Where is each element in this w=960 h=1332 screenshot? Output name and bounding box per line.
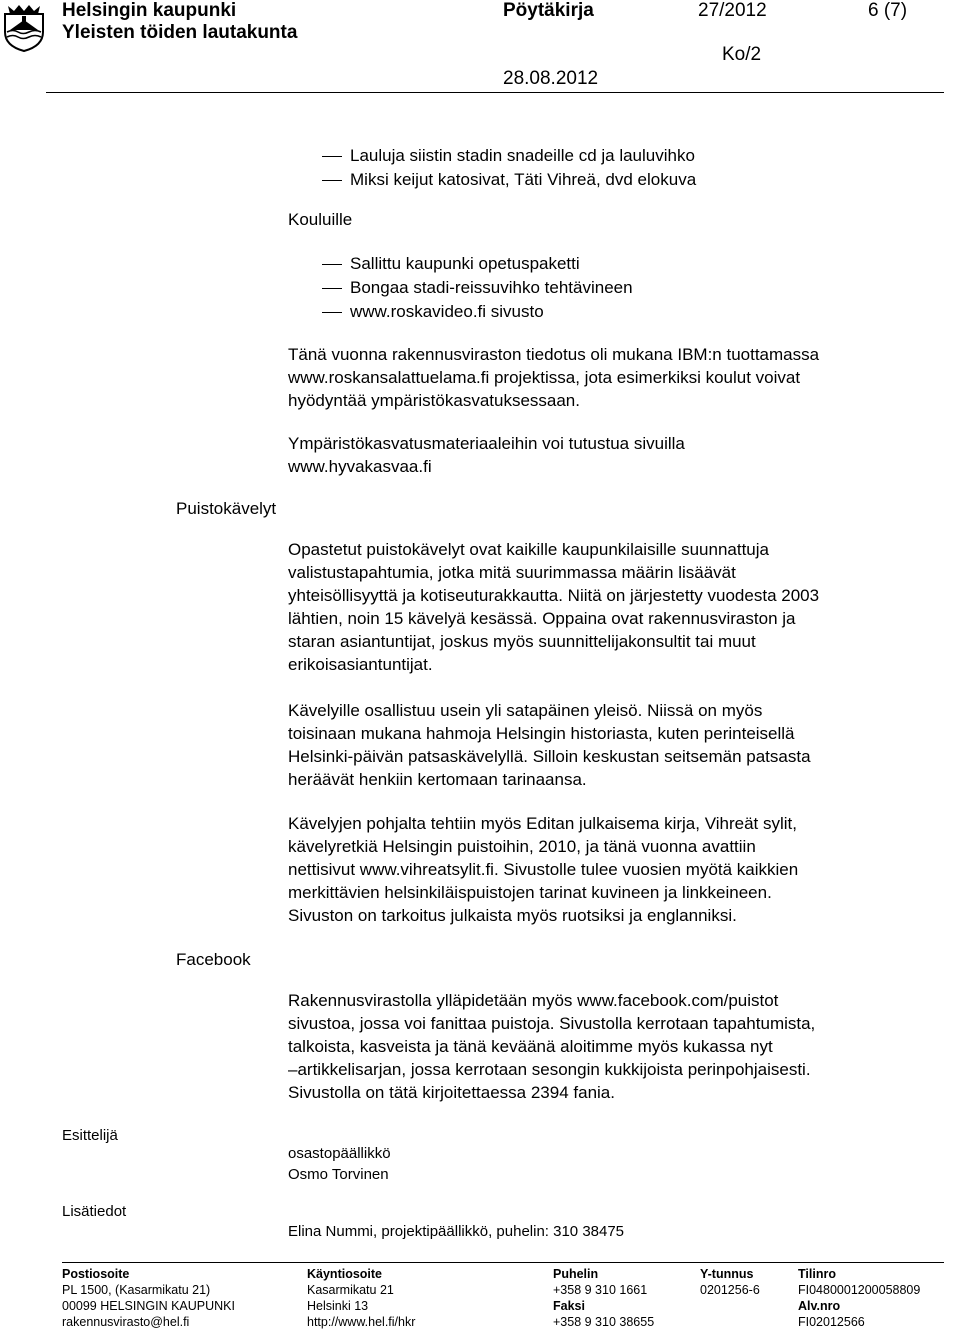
page-number: 6 (7) xyxy=(868,0,908,21)
paragraph-line: staran asiantuntijat, joskus myös suunnittelijakonsultit tai muut xyxy=(288,632,756,651)
footer-line: 0201256-6 xyxy=(700,1283,760,1297)
helsinki-coat-of-arms-logo xyxy=(2,2,46,52)
facebook-paragraph xyxy=(288,989,948,1104)
paragraph-line: Rakennusvirastolla ylläpidetään myös www.facebook.com/puistot xyxy=(288,991,779,1010)
bullet-dash xyxy=(322,264,342,265)
paragraph-line: lähtien, noin 15 kävelyä kesässä. Oppaina ovat rakennusviraston ja xyxy=(288,609,796,628)
more-info-label: Lisätiedot xyxy=(62,1203,127,1220)
list-item: www.roskavideo.fi sivusto xyxy=(350,302,544,321)
paragraph-line: talkoista, kasveista ja tänä keväänä aloitimme myös kukassa nyt xyxy=(288,1037,773,1056)
footer-line: FI02012566 xyxy=(798,1315,865,1329)
paragraph-line: toisinaan mukana hahmoja Helsingin historiasta, kuten perinteisellä xyxy=(288,724,795,743)
footer-line: rakennusvirasto@hel.fi xyxy=(62,1315,190,1329)
footer-line: +358 9 310 38655 xyxy=(553,1315,655,1329)
walks-label: Puistokävelyt xyxy=(176,499,277,518)
footer-line: FI0480001200058809 xyxy=(798,1283,921,1297)
document-number: 27/2012 xyxy=(698,0,767,21)
paragraph-line: Kävelyille osallistuu usein yli satapäinen yleisö. Niissä on myös xyxy=(288,701,763,720)
department-name: Yleisten töiden lautakunta xyxy=(62,22,298,43)
paragraph-line: valistustapahtumia, jotka mitä suurimmassa määrin lisäävät xyxy=(288,563,736,582)
bullet-dash xyxy=(322,312,342,313)
paragraph-line: merkittävien helsinkiläispuistojen tarinat kuvineen ja linkkeineen. xyxy=(288,883,772,902)
footer-ytunnus xyxy=(700,1266,760,1298)
more-info-text: Elina Nummi, projektipäällikkö, puhelin: 310 38475 xyxy=(288,1223,625,1240)
paragraph-line: Sivuston on tarkoitus julkaista myös ruotsiksi ja englanniksi. xyxy=(288,906,737,925)
footer-label: Y-tunnus xyxy=(700,1267,754,1281)
schools-heading: Kouluille xyxy=(288,210,353,229)
footer-account xyxy=(798,1266,920,1330)
meeting-date: 28.08.2012 xyxy=(503,68,599,89)
paragraph-line: heräävät henkiin kertomaan tarinaansa. xyxy=(288,770,587,789)
presenter-name: Osmo Torvinen xyxy=(288,1166,389,1183)
walks-paragraph-3 xyxy=(288,812,948,927)
presenter-title: osastopäällikkö xyxy=(288,1145,391,1162)
footer-label: Käyntiosoite xyxy=(307,1267,383,1281)
footer-label: Tilinro xyxy=(798,1267,836,1281)
ibm-paragraph xyxy=(288,343,948,412)
footer-line: Helsinki 13 xyxy=(307,1299,369,1313)
paragraph-line: www.hyvakasvaa.fi xyxy=(288,457,432,476)
footer-phone xyxy=(553,1266,654,1330)
paragraph-line: kävelyretkiä Helsingin puistoihin, 2010, ja tänä vuonna avattiin xyxy=(288,837,756,856)
footer-line: 00099 HELSINGIN KAUPUNKI xyxy=(62,1299,235,1313)
list-item: Bongaa stadi-reissuvihko tehtävineen xyxy=(350,278,633,297)
presenter-label: Esittelijä xyxy=(62,1127,118,1144)
footer-label: Postiosoite xyxy=(62,1267,130,1281)
header-rule xyxy=(46,92,944,93)
org-name: Helsingin kaupunki xyxy=(62,0,237,21)
paragraph-line: Kävelyjen pohjalta tehtiin myös Editan julkaisema kirja, Vihreät sylit, xyxy=(288,814,797,833)
walks-paragraph-2 xyxy=(288,699,948,791)
footer-line: http://www.hel.fi/hkr xyxy=(307,1315,416,1329)
paragraph-line: hyödyntää ympäristökasvatuksessaan. xyxy=(288,391,580,410)
paragraph-line: nettisivut www.vihreatsylit.fi. Sivustolle tulee vuosien myötä kaikkien xyxy=(288,860,799,879)
footer-label: Faksi xyxy=(553,1299,585,1313)
list-item: Sallittu kaupunki opetuspaketti xyxy=(350,254,580,273)
section-code: Ko/2 xyxy=(722,44,762,65)
paragraph-line: Sivustolla on tätä kirjoitettaessa 2394 fania. xyxy=(288,1083,615,1102)
paragraph-line: Tänä vuonna rakennusviraston tiedotus oli mukana IBM:n tuottamassa xyxy=(288,345,820,364)
footer-rule xyxy=(62,1262,944,1263)
footer-line: Kasarmikatu 21 xyxy=(307,1283,394,1297)
bullet-dash xyxy=(322,156,342,157)
footer-line: PL 1500, (Kasarmikatu 21) xyxy=(62,1283,211,1297)
facebook-label: Facebook xyxy=(176,950,251,969)
bullet-dash xyxy=(322,288,342,289)
footer-label: Puhelin xyxy=(553,1267,599,1281)
bullet-dash xyxy=(322,180,342,181)
footer-postal xyxy=(62,1266,235,1330)
paragraph-line: erikoisasiantuntijat. xyxy=(288,655,433,674)
paragraph-line: Ympäristökasvatusmateriaaleihin voi tutustua sivuilla xyxy=(288,434,685,453)
footer-label: Alv.nro xyxy=(798,1299,841,1313)
materials-paragraph xyxy=(288,432,948,478)
document-type: Pöytäkirja xyxy=(503,0,594,21)
paragraph-line: sivustoa, jossa voi fanittaa puistoja. Sivustolla kerrotaan tapahtumista, xyxy=(288,1014,816,1033)
footer-line: +358 9 310 1661 xyxy=(553,1283,648,1297)
walks-paragraph-1 xyxy=(288,538,948,676)
paragraph-line: yhteisöllisyyttä ja kotiseuturakkautta. Niitä on järjestetty vuodesta 2003 xyxy=(288,586,820,605)
paragraph-line: Opastetut puistokävelyt ovat kaikille kaupunkilaisille suunnattuja xyxy=(288,540,769,559)
list-item: Lauluja siistin stadin snadeille cd ja lauluvihko xyxy=(350,146,695,165)
footer-visit xyxy=(307,1266,415,1330)
paragraph-line: –artikkelisarjan, jossa kerrotaan sesongin kukkijoista perinpohjaisesti. xyxy=(288,1060,811,1079)
paragraph-line: www.roskansalattuelama.fi projektissa, jota esimerkiksi koulut voivat xyxy=(288,368,801,387)
list-item: Miksi keijut katosivat, Täti Vihreä, dvd elokuva xyxy=(350,170,697,189)
paragraph-line: Helsinki-päivän patsaskävelyllä. Silloin keskustan seitsemän patsasta xyxy=(288,747,811,766)
